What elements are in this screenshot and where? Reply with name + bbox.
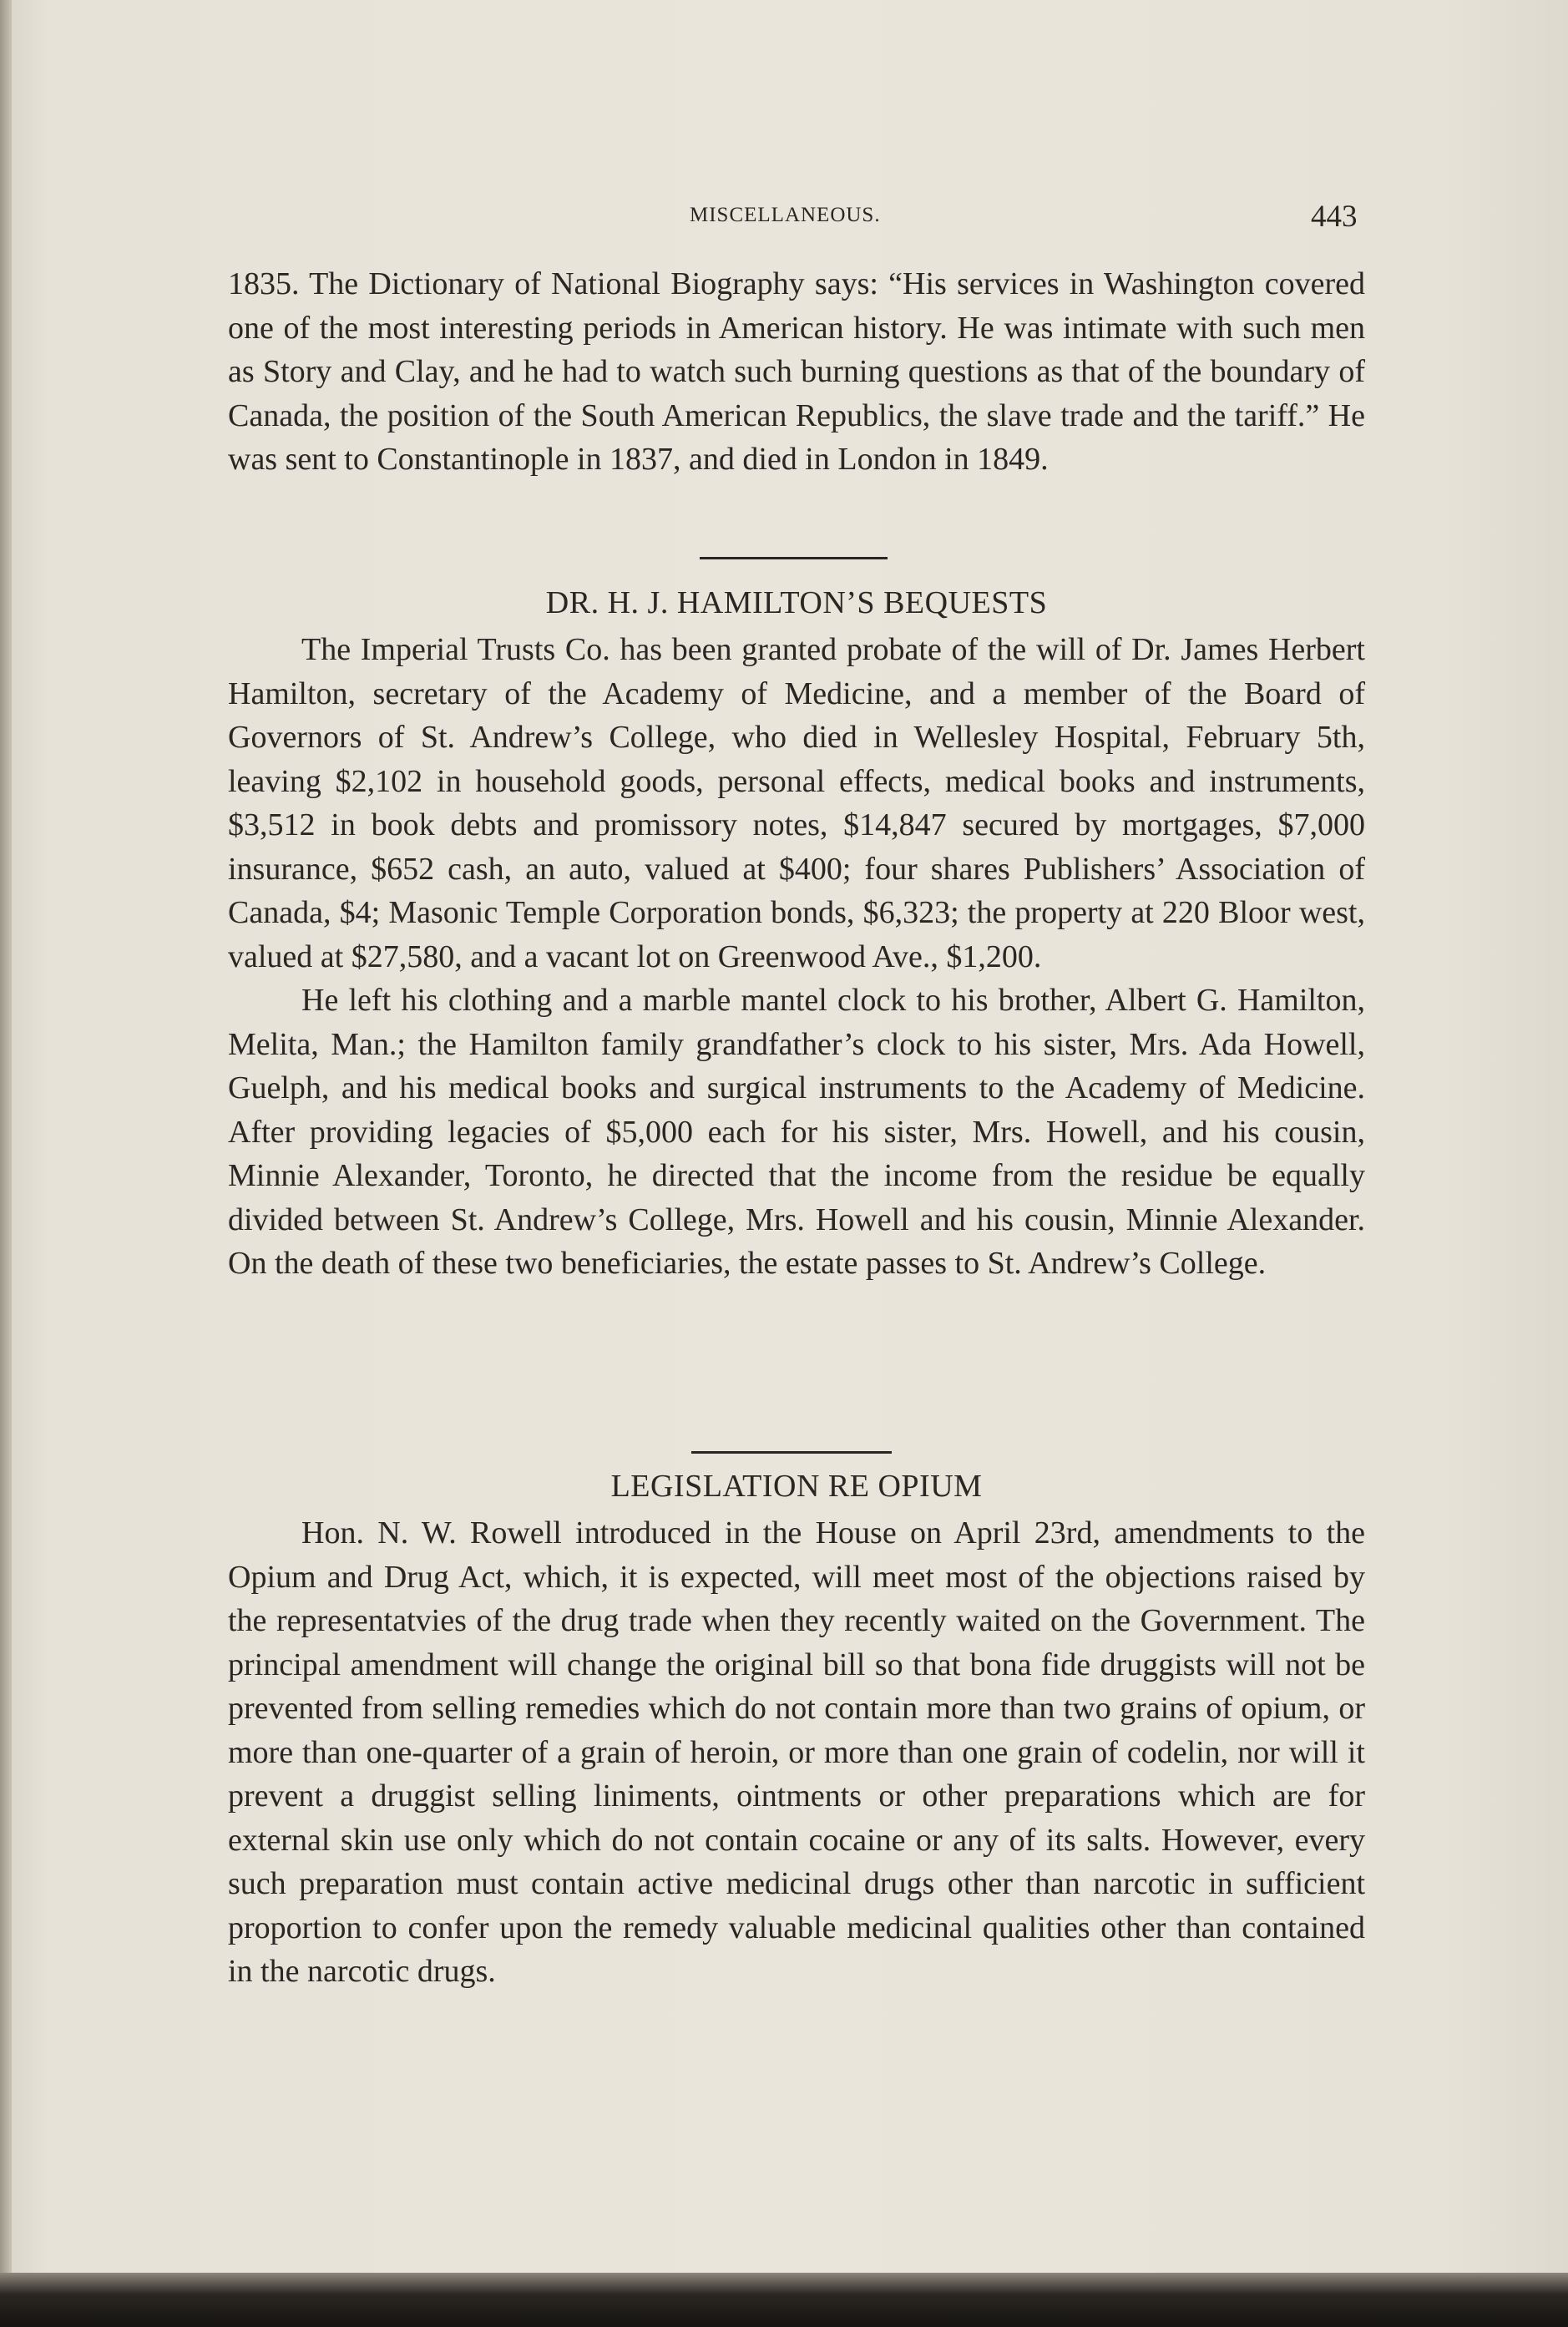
section-divider-rule [700,557,888,559]
section-heading-opium-legislation: LEGISLATION RE OPIUM [610,1469,983,1504]
article-paragraph: The Imperial Trusts Co. has been granted probate of the will of Dr. James Herbert Hamilton, secretary of the Academy of Medicine, and a member of the Board of Governors of St. Andrew’s College, who died in Wellesley Hospital, February 5th, leaving $2,102 in household goods, personal effects, medical books and instruments, $3,512 in book debts and promissory notes, $14,847 secured by mortgages, $7,000 insurance, $652 cash, an auto, valued at $400; four shares Publishers’ Association of Canada, $4; Masonic Temple Corporation bonds, $6,323; the property at 220 Bloor west, valued at $27,580, and a vacant lot on Greenwood Ave., $1,200. [228,632,1365,974]
continued-paragraph: 1835. The Dictionary of National Biography says: “His services in Washington covered one of the most interesting periods in American history. He was intimate with such men as Story and Clay, and he had to watch such burning questions as that of the boundary of Canada, the position of the South American Republics, the slave trade and the tariff.” He was sent to Constantinople in 1837, and died in London in 1849. [228,266,1365,477]
bequests-article [228,628,1365,1286]
article-paragraph: Hon. N. W. Rowell introduced in the House on April 23rd, amendments to the Opium and Drug Act, which, it is expected, will meet most of the objections raised by the representatvies of the drug trade when they recently waited on the Government. The principal amendment will change the original bill so that bona fide druggists will not be prevented from selling remedies which do not contain more than two grains of opium, or more than one-quarter of a grain of heroin, or more than one grain of codelin, nor will it prevent a druggist selling liniments, ointments or other preparations which are for external skin use only which do not contain cocaine or any of its salts. However, every such preparation must contain active medicinal drugs other than narcotic in sufficient proportion to confer upon the remedy valuable medicinal qualities other than contained in the narcotic drugs. [228,1515,1365,1989]
article-paragraph: He left his clothing and a marble mantel clock to his brother, Albert G. Hamilton, Melita, Man.; the Hamilton family grandfather’s clock to his sister, Mrs. Ada Howell, Guelph, and his medical books and surgical instruments to the Academy of Medicine. After providing legacies of $5,000 each for his sister, Mrs. Howell, and his cousin, Minnie Alexander, Toronto, he directed that the income from the residue be equally divided between St. Andrew’s College, Mrs. Howell and his cousin, Minnie Alexander. On the death of these two beneficiaries, the estate passes to St. Andrew’s College. [228,983,1365,1281]
page-header [225,199,1369,240]
section-divider-rule [691,1451,892,1454]
running-head: MISCELLANEOUS. [690,204,881,226]
page-bottom-shadow [0,2273,1568,2327]
page-binding-shadow [0,0,12,2327]
opium-article [228,1511,1365,1994]
page-number: 443 [1311,200,1358,234]
section-heading-hamilton-bequests: DR. H. J. HAMILTON’S BEQUESTS [545,585,1048,620]
continued-paragraph-block [228,262,1365,482]
